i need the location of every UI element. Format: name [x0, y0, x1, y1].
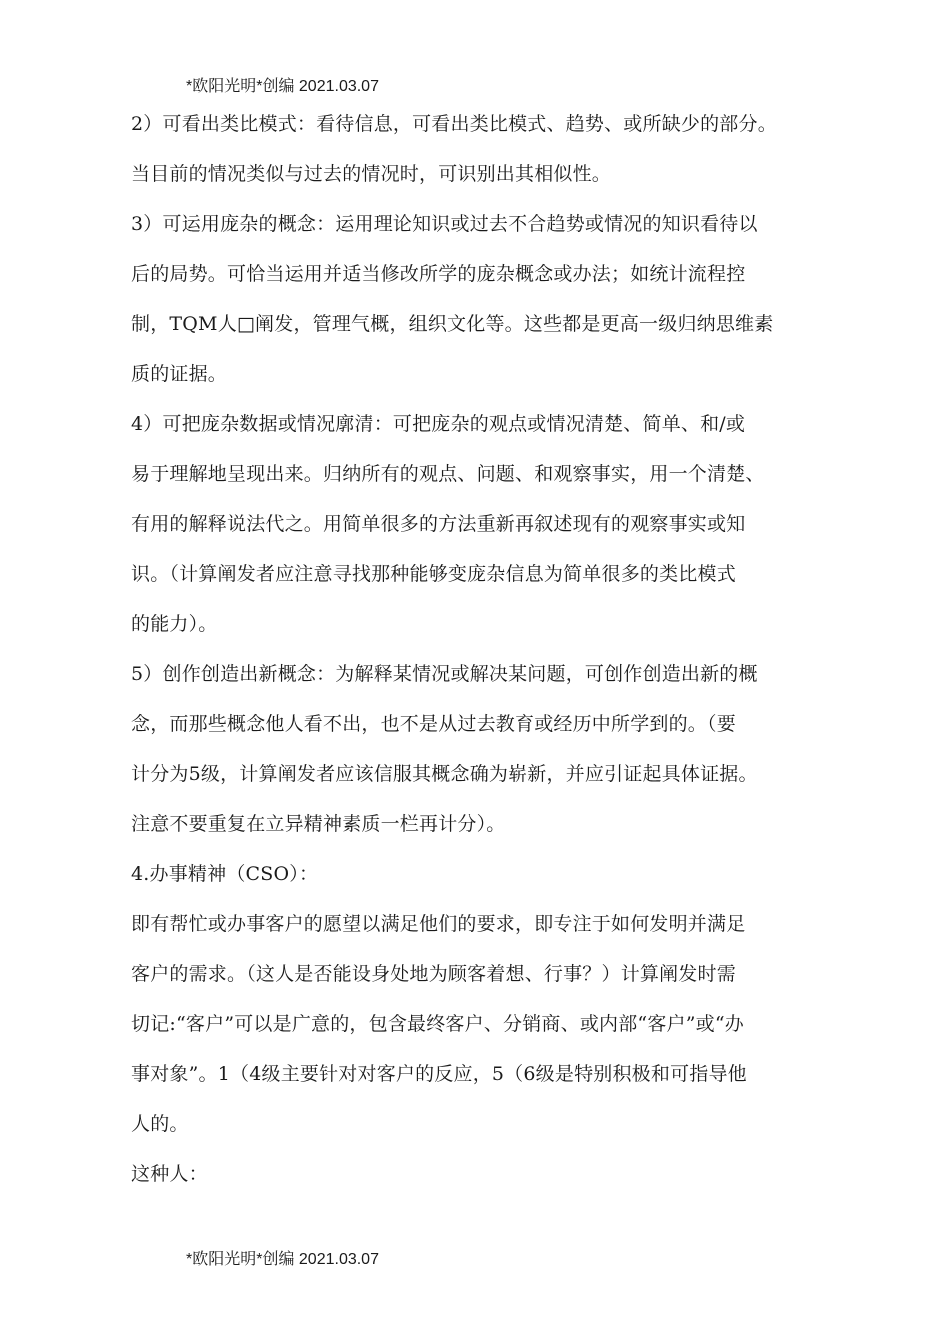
text-line: 易于理解地呈现出来。归纳所有的观点、问题、和观察事实，用一个清楚、 [131, 463, 765, 485]
text-line: 4）可把庞杂数据或情况廓清：可把庞杂的观点或情况清楚、简单、和/或 [131, 413, 746, 435]
page-header: *欧阳光明*创编 2021.03.07 [186, 78, 379, 95]
text-line: 事对象”。1（4级主要针对对客户的反应，5（6级是特别积极和可指导他 [131, 1063, 747, 1085]
text-line: 有用的解释说法代之。用简单很多的方法重新再叙述现有的观察事实或知 [131, 513, 746, 535]
text-line: 切记:“客户”可以是广意的，包含最终客户、分销商、或内部“客户”或“办 [131, 1013, 744, 1035]
text-line: 人的。 [131, 1113, 189, 1135]
text-line: 这种人： [131, 1163, 208, 1185]
text-line: 注意不要重复在立异精神素质一栏再计分）。 [131, 813, 506, 835]
text-line: 即有帮忙或办事客户的愿望以满足他们的要求，即专注于如何发明并满足 [131, 913, 746, 935]
text-line: 2）可看出类比模式：看待信息，可看出类比模式、趋势、或所缺少的部分。 [131, 113, 777, 135]
page-footer: *欧阳光明*创编 2021.03.07 [186, 1251, 379, 1268]
text-line: 计分为5级，计算阐发者应该信服其概念确为崭新，并应引证起具体证据。 [131, 763, 758, 785]
text-line: 念，而那些概念他人看不出，也不是从过去教育或经历中所学到的。（要 [131, 713, 736, 735]
text-line: 识。（计算阐发者应注意寻找那种能够变庞杂信息为简单很多的类比模式 [131, 563, 736, 585]
text-line: 当目前的情况类似与过去的情况时，可识别出其相似性。 [131, 163, 612, 185]
text-line: 的能力）。 [131, 613, 218, 635]
section-heading: 4.办事精神（CSO）： [131, 863, 319, 885]
text-line: 后的局势。可恰当运用并适当修改所学的庞杂概念或办法；如统计流程控 [131, 263, 746, 285]
text-line: 5）创作创造出新概念：为解释某情况或解决某问题，可创作创造出新的概 [131, 663, 758, 685]
text-line: 制，TQM人□阐发，管理气概，组织文化等。这些都是更高一级归纳思维素 [131, 313, 774, 335]
text-line: 3）可运用庞杂的概念：运用理论知识或过去不合趋势或情况的知识看待以 [131, 213, 758, 235]
text-line: 客户的需求。（这人是否能设身处地为顾客着想、行事？）计算阐发时需 [131, 963, 736, 985]
text-line: 质的证据。 [131, 363, 228, 385]
